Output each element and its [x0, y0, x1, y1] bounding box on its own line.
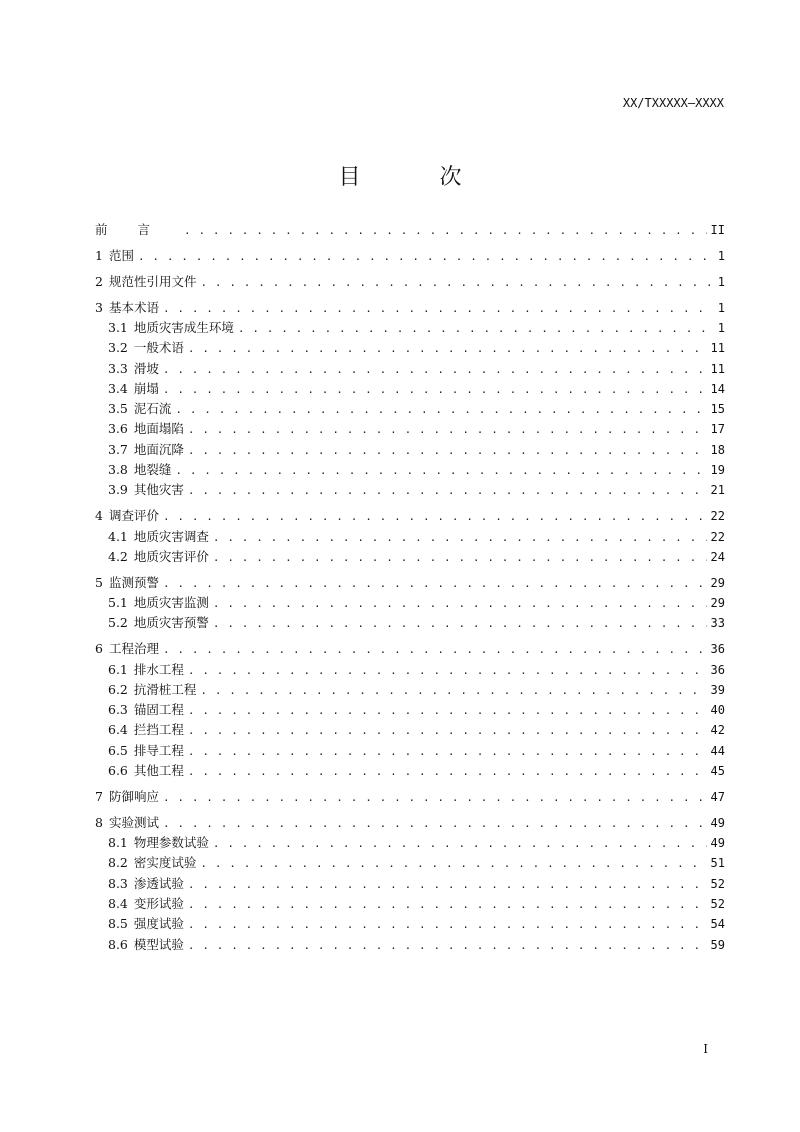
toc-entry-label [95, 593, 209, 613]
toc-entry-title: 物理参数试验 [133, 835, 209, 851]
toc-entry-number: 5.1 [108, 595, 128, 611]
toc-dot-leader [188, 701, 707, 721]
toc-entry-title: 变形试验 [133, 895, 184, 911]
toc-entry-label [95, 680, 196, 700]
toc-chapter-entry[interactable] [95, 787, 725, 807]
toc-entry-label [95, 813, 159, 833]
toc-entry-page: 21 [710, 483, 725, 498]
toc-section-entry[interactable] [95, 547, 725, 567]
toc-entry-page: II [710, 223, 725, 237]
toc-entry-label [95, 639, 159, 659]
toc-entry-page: 45 [710, 763, 725, 778]
toc-section-entry[interactable] [95, 935, 725, 955]
toc-entry-number: 6.5 [108, 742, 128, 758]
toc-entry-page: 51 [710, 856, 725, 871]
toc-dot-leader [163, 788, 707, 808]
toc-dot-leader [200, 854, 706, 874]
toc-entry-number: 8.2 [108, 855, 128, 871]
toc-section-entry[interactable] [95, 853, 725, 873]
toc-entry-number: 3.7 [108, 441, 128, 457]
toc-dot-leader [188, 742, 707, 762]
toc-entry-page: 15 [710, 402, 725, 417]
toc-entry-title: 范围 [108, 247, 134, 263]
toc-entry-label [95, 660, 184, 680]
toc-entry-page: 54 [710, 917, 725, 932]
toc-entry-page: 44 [710, 743, 725, 758]
toc-entry-label [95, 914, 184, 934]
toc-entry-title: 地质灾害评价 [133, 548, 209, 564]
toc-entry-number: 6 [95, 641, 103, 657]
toc-entry-number: 3.1 [108, 319, 128, 335]
toc-dot-leader [138, 247, 714, 267]
toc-entry-number: 4.2 [108, 548, 128, 564]
toc-entry-title: 排水工程 [133, 661, 184, 677]
toc-entry-number: 8.5 [108, 916, 128, 932]
toc-dot-leader [188, 661, 707, 681]
toc-entry-title: 调查评价 [108, 508, 159, 524]
toc-chapter-entry[interactable] [95, 506, 725, 526]
toc-entry-label [95, 874, 184, 894]
toc-entry-page: 19 [710, 463, 725, 478]
toc-section-entry[interactable] [95, 318, 725, 338]
toc-dot-leader [238, 319, 714, 339]
toc-title: 目 次 [338, 165, 498, 190]
toc-section-entry[interactable] [95, 741, 725, 761]
toc-entry-number: 3.6 [108, 421, 128, 437]
toc-chapter-entry[interactable] [95, 272, 725, 292]
toc-entry-number: 3.5 [108, 401, 128, 417]
toc-entry-page: 33 [710, 616, 725, 631]
toc-chapter-entry[interactable] [95, 573, 725, 593]
toc-entry-label [95, 246, 134, 266]
toc-entry-page: 14 [710, 381, 725, 396]
toc-dot-leader [184, 221, 707, 241]
toc-entry-page: 47 [710, 789, 725, 804]
toc-entry-label [95, 272, 196, 292]
toc-entry-label [95, 220, 180, 240]
toc-dot-leader [188, 721, 707, 741]
toc-entry-title: 一般术语 [133, 340, 184, 356]
toc-dot-leader [188, 762, 707, 782]
toc-section-entry[interactable] [95, 680, 725, 700]
toc-section-entry[interactable] [95, 527, 725, 547]
toc-entry-title: 密实度试验 [133, 855, 197, 871]
toc-entry-number: 6.1 [108, 661, 128, 677]
toc-entry-title: 地质灾害调查 [133, 528, 209, 544]
toc-section-entry[interactable] [95, 419, 725, 439]
toc-entry-number: 7 [95, 788, 103, 804]
toc-dot-leader [175, 400, 706, 420]
toc-dot-leader [213, 594, 707, 614]
toc-dot-leader [213, 548, 707, 568]
toc-entry-title: 地裂缝 [133, 462, 172, 478]
toc-section-entry[interactable] [95, 833, 725, 853]
toc-entry-page: 49 [710, 836, 725, 851]
toc-entry-label [95, 338, 184, 358]
toc-entry-label [95, 506, 159, 526]
toc-section-entry[interactable] [95, 338, 725, 358]
toc-entry-title: 排导工程 [133, 742, 184, 758]
toc-entry-number: 2 [95, 273, 103, 289]
toc-entry-page: 36 [710, 662, 725, 677]
toc-entry-title: 基本术语 [108, 299, 159, 315]
document-code: XX/TXXXXX—XXXX [622, 96, 724, 110]
toc-section-entry[interactable] [95, 440, 725, 460]
toc-dot-leader [188, 420, 707, 440]
toc-entry-number: 5 [95, 574, 103, 590]
toc-entry-page: 1 [717, 248, 725, 263]
toc-section-entry[interactable] [95, 379, 725, 399]
toc-section-entry[interactable] [95, 460, 725, 480]
toc-entry-title: 抗滑桩工程 [133, 681, 197, 697]
toc-entry-number: 8.3 [108, 875, 128, 891]
toc-entry-title: 实验测试 [108, 814, 159, 830]
toc-entry-number: 6.2 [108, 681, 128, 697]
toc-dot-leader [163, 360, 707, 380]
toc-entry-page: 22 [710, 529, 725, 544]
toc-entry-page: 36 [710, 642, 725, 657]
toc-dot-leader [163, 380, 707, 400]
toc-entry-number: 8.4 [108, 895, 128, 911]
toc-entry-number: 3.3 [108, 360, 128, 376]
toc-entry-page: 52 [710, 876, 725, 891]
toc-entry-page: 17 [710, 422, 725, 437]
toc-entry-title: 强度试验 [133, 916, 184, 932]
toc-entry-label [95, 935, 184, 955]
toc-entry-page: 1 [717, 274, 725, 289]
toc-dot-leader [188, 895, 707, 915]
toc-section-entry[interactable] [95, 613, 725, 633]
toc-entry-page: 49 [710, 815, 725, 830]
toc-dot-leader [200, 273, 713, 293]
toc-dot-leader [163, 507, 707, 527]
toc-entry-page: 24 [710, 549, 725, 564]
toc-entry-label [95, 741, 184, 761]
toc-entry-number: 6.3 [108, 702, 128, 718]
toc-entry-label [95, 720, 184, 740]
toc-entry-title: 泥石流 [133, 401, 172, 417]
toc-chapter-entry[interactable] [95, 298, 725, 318]
toc-entry-label [95, 527, 209, 547]
toc-entry-title: 地质灾害成生环境 [133, 319, 234, 335]
toc-entry-page: 40 [710, 703, 725, 718]
toc-section-entry[interactable] [95, 874, 725, 894]
toc-dot-leader [213, 834, 707, 854]
toc-entry-title: 地质灾害监测 [133, 595, 209, 611]
toc-dot-leader [188, 936, 707, 956]
toc-entry-number: 8 [95, 814, 103, 830]
toc-dot-leader [188, 339, 707, 359]
toc-dot-leader [188, 915, 707, 935]
toc-entry-page: 42 [710, 723, 725, 738]
toc-entry-title: 其他工程 [133, 762, 184, 778]
toc-section-entry[interactable] [95, 761, 725, 781]
toc-entry-label [95, 573, 159, 593]
toc-entry-label [95, 761, 184, 781]
toc-entry-label [95, 298, 159, 318]
toc-section-entry[interactable] [95, 480, 725, 500]
table-of-contents [95, 220, 725, 955]
toc-entry-page: 29 [710, 575, 725, 590]
toc-dot-leader [213, 528, 707, 548]
toc-dot-leader [163, 814, 707, 834]
page-number: I [703, 1042, 708, 1056]
toc-entry-label [95, 440, 184, 460]
toc-entry-page: 22 [710, 509, 725, 524]
toc-entry-page: 52 [710, 896, 725, 911]
toc-entry-label [95, 359, 159, 379]
toc-entry-title: 地面塌陷 [133, 421, 184, 437]
toc-entry-label [95, 853, 196, 873]
toc-chapter-entry[interactable] [95, 220, 725, 240]
toc-section-entry[interactable] [95, 593, 725, 613]
toc-dot-leader [163, 640, 707, 660]
toc-entry-title: 工程治理 [108, 641, 159, 657]
toc-entry-number: 8.1 [108, 835, 128, 851]
toc-entry-number: 4.1 [108, 528, 128, 544]
toc-entry-title: 监测预警 [108, 574, 159, 590]
toc-entry-number: 6.6 [108, 762, 128, 778]
toc-entry-label [95, 318, 234, 338]
toc-entry-number: 3 [95, 299, 103, 315]
toc-entry-number: 8.6 [108, 936, 128, 952]
toc-section-entry[interactable] [95, 660, 725, 680]
toc-entry-label [95, 379, 159, 399]
toc-entry-title: 崩塌 [133, 380, 159, 396]
toc-entry-number: 5.2 [108, 615, 128, 631]
toc-entry-title: 地质灾害预警 [133, 615, 209, 631]
toc-entry-title: 其他灾害 [133, 482, 184, 498]
toc-chapter-entry[interactable] [95, 246, 725, 266]
toc-dot-leader [175, 461, 706, 481]
toc-entry-page: 39 [710, 682, 725, 697]
toc-entry-number: 1 [95, 247, 103, 263]
toc-section-entry[interactable] [95, 720, 725, 740]
toc-entry-label [95, 399, 171, 419]
toc-entry-label [95, 894, 184, 914]
toc-entry-label [95, 787, 159, 807]
toc-entry-label [95, 613, 209, 633]
toc-dot-leader [188, 441, 707, 461]
toc-entry-label [95, 700, 184, 720]
toc-section-entry[interactable] [95, 894, 725, 914]
toc-entry-number: 3.2 [108, 340, 128, 356]
toc-entry-page: 18 [710, 442, 725, 457]
toc-entry-page: 59 [710, 937, 725, 952]
toc-entry-number: 6.4 [108, 722, 128, 738]
toc-entry-page: 11 [710, 341, 725, 356]
toc-entry-title: 防御响应 [108, 788, 159, 804]
toc-entry-label [95, 419, 184, 439]
toc-entry-label [95, 460, 171, 480]
toc-chapter-entry[interactable] [95, 813, 725, 833]
toc-entry-title: 前言 [95, 222, 181, 237]
toc-section-entry[interactable] [95, 399, 725, 419]
toc-dot-leader [188, 481, 707, 501]
toc-dot-leader [188, 875, 707, 895]
toc-entry-title: 模型试验 [133, 936, 184, 952]
toc-entry-page: 1 [717, 300, 725, 315]
toc-entry-label [95, 833, 209, 853]
toc-dot-leader [163, 299, 714, 319]
toc-entry-page: 29 [710, 596, 725, 611]
toc-entry-title: 锚固工程 [133, 702, 184, 718]
toc-entry-page: 11 [710, 361, 725, 376]
toc-entry-title: 地面沉降 [133, 441, 184, 457]
toc-chapter-entry[interactable] [95, 639, 725, 659]
toc-entry-number: 3.9 [108, 482, 128, 498]
toc-entry-number: 3.8 [108, 462, 128, 478]
toc-entry-number: 3.4 [108, 380, 128, 396]
toc-section-entry[interactable] [95, 914, 725, 934]
toc-section-entry[interactable] [95, 700, 725, 720]
toc-entry-number: 4 [95, 508, 103, 524]
toc-dot-leader [213, 614, 707, 634]
toc-entry-label [95, 480, 184, 500]
toc-entry-title: 滑坡 [133, 360, 159, 376]
toc-entry-title: 拦挡工程 [133, 722, 184, 738]
toc-dot-leader [163, 574, 707, 594]
toc-entry-title: 规范性引用文件 [108, 273, 197, 289]
toc-entry-page: 1 [717, 320, 725, 335]
toc-entry-title: 渗透试验 [133, 875, 184, 891]
toc-entry-label [95, 547, 209, 567]
toc-section-entry[interactable] [95, 359, 725, 379]
toc-dot-leader [200, 681, 706, 701]
